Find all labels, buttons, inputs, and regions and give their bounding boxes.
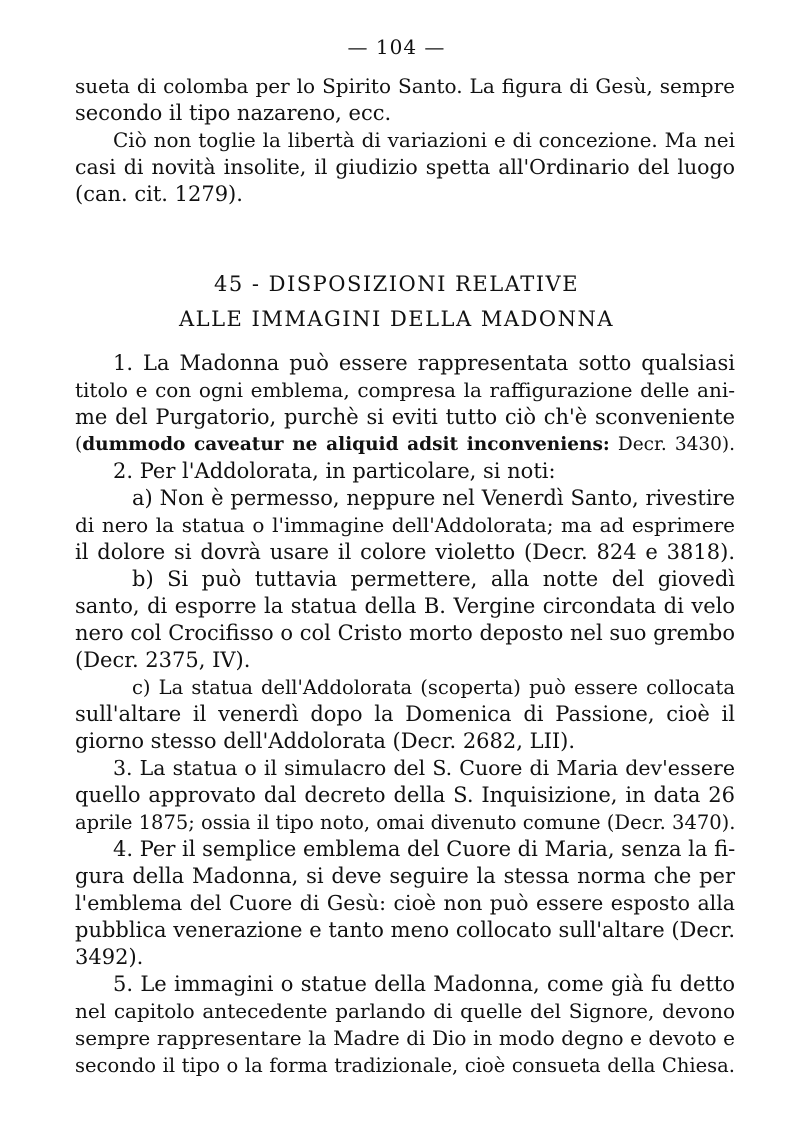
text-line: (can. cit. 1279). — [75, 182, 243, 206]
text-line: (Decr. 2375, IV). — [75, 648, 251, 672]
text-line: sempre rappresentare la Madre di Dio in modo degno e devoto e — [75, 1026, 735, 1050]
intro-text — [75, 73, 735, 208]
text-line: casi di novità insolite, il giudizio spetta all'Ordinario del luogo — [75, 155, 735, 179]
text-line: 2. Per l'Addolorata, in particolare, si noti: — [113, 459, 556, 483]
text-line: nel capitolo antecedente parlando di quelle del Signore, devono — [75, 999, 735, 1023]
text-line: il dolore si dovrà usare il colore violetto (Decr. 824 e 3818). — [75, 540, 735, 564]
text-line: 4. Per il semplice emblema del Cuore di Maria, senza la fi- — [113, 837, 736, 861]
text-line: titolo e con ogni emblema, compresa la raffigurazione delle ani- — [75, 378, 735, 402]
text-line: a) Non è permesso, neppure nel Venerdì Santo, rivestire — [132, 486, 735, 510]
text-line: aprile 1875; ossia il tipo noto, omai divenuto comune (Decr. 3470). — [75, 811, 736, 834]
text-line: Ciò non toglie la libertà di variazioni e di concezione. Ma nei — [113, 128, 735, 152]
text-line: di nero la statua o l'immagine dell'Addolorata; ma ad esprimere — [75, 513, 735, 537]
text-line: sull'altare il venerdì dopo la Domenica di Passione, cioè il — [75, 702, 735, 726]
section-body — [75, 350, 735, 1079]
text-line: me del Purgatorio, purchè si eviti tutto ciò ch'è sconveniente — [75, 405, 735, 429]
section-heading-line-2: ALLE IMMAGINI DELLA MADONNA — [179, 307, 614, 331]
text-line: b) Si può tuttavia permettere, alla notte del giovedì — [132, 567, 735, 591]
text-line: santo, di esporre la statua della B. Vergine circondata di velo — [75, 594, 735, 618]
text-line: gura della Madonna, si deve seguire la stessa norma che per — [75, 864, 735, 888]
section-heading-line-1: 45 - DISPOSIZIONI RELATIVE — [213, 272, 580, 296]
text-line: secondo il tipo nazareno, ecc. — [75, 101, 392, 125]
text-line: 3. La statua o il simulacro del S. Cuore di Maria dev'essere — [113, 756, 735, 780]
text-line: 5. Le immagini o statue della Madonna, come già fu detto — [113, 972, 735, 996]
decree-reference: Decr. 3430). — [609, 434, 736, 455]
text-line: quello approvato dal decreto della S. Inquisizione, in data 26 — [75, 783, 735, 807]
text-line: 3492). — [75, 945, 144, 969]
text-line: c) La statua dell'Addolorata (scoperta) può essere collocata — [132, 676, 735, 699]
text-line: 1. La Madonna può essere rappresentata sotto qualsiasi — [113, 351, 735, 375]
page-number: — 104 — — [347, 35, 446, 59]
text-line: giorno stesso dell'Addolorata (Decr. 2682, LII). — [75, 729, 576, 753]
text-line: pubblica venerazione e tanto meno collocato sull'altare (Decr. — [75, 918, 735, 942]
text-line: sueta di colomba per lo Spirito Santo. La figura di Gesù, sempre — [75, 74, 735, 98]
text-line-with-latin — [75, 431, 735, 458]
text-line: l'emblema del Cuore di Gesù: cioè non può essere esposto alla — [75, 891, 735, 915]
paren-open: ( — [75, 434, 83, 455]
text-line: nero col Crocifisso o col Cristo morto deposto nel suo grembo — [75, 621, 735, 645]
latin-phrase: dummodo caveatur ne aliquid adsit inconveniens: — [82, 434, 610, 455]
text-line: secondo il tipo o la forma tradizionale, cioè consueta della Chiesa. — [75, 1054, 735, 1077]
